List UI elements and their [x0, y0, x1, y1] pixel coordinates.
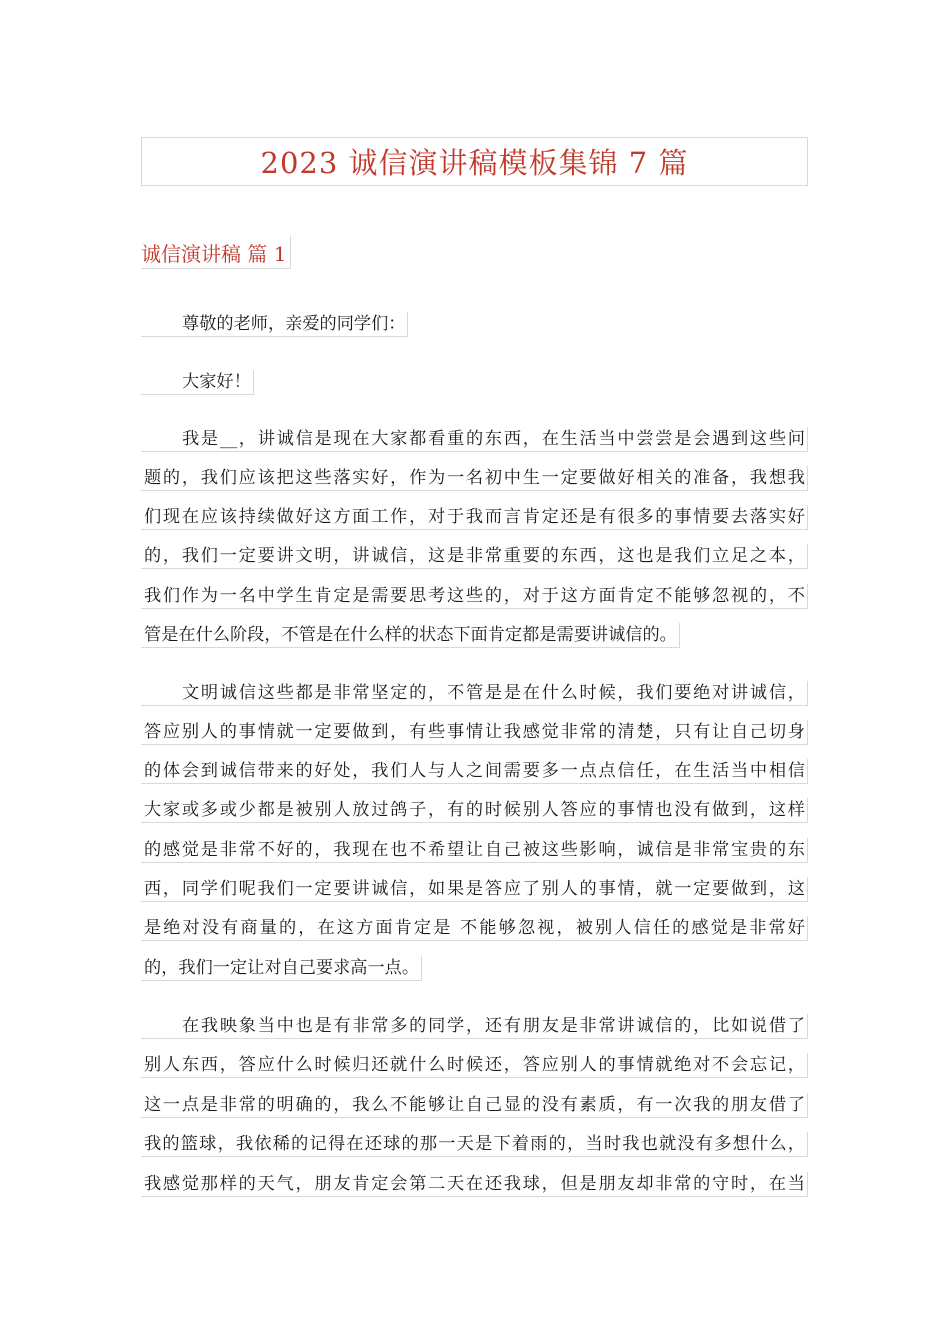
paragraph-1-line-5: 我们作为一名中学生肯定是需要思考这些的，对于这方面肯定不能够忽视的，不: [141, 584, 808, 609]
paragraph-2-line-7: 是绝对没有商量的，在这方面肯定是 不能够忽视，被别人信任的感觉是非常好: [141, 916, 808, 941]
paragraph-3-line-5: 我感觉那样的天气，朋友肯定会第二天在还我球，但是朋友却非常的守时，在当: [141, 1172, 808, 1197]
paragraph-2-line-4: 大家或多或少都是被别人放过鸽子，有的时候别人答应的事情也没有做到，这样: [141, 798, 808, 823]
greeting-line: 大家好！: [141, 370, 254, 395]
paragraph-3-line-4: 我的篮球，我依稀的记得在还球的那一天是下着雨的，当时我也就没有多想什么，: [141, 1132, 808, 1157]
paragraph-1-line-2: 题的，我们应该把这些落实好，作为一名初中生一定要做好相关的准备，我想我: [141, 466, 808, 491]
paragraph-2-line-8: 的，我们一定让对自己要求高一点。: [141, 956, 422, 981]
paragraph-1-line-1: 我是__，讲诚信是现在大家都看重的东西，在生活当中尝尝是会遇到这些问: [141, 427, 808, 452]
document-title: 2023 诚信演讲稿模板集锦 7 篇: [260, 146, 689, 180]
paragraph-3-line-1: 在我映象当中也是有非常多的同学，还有朋友是非常讲诚信的，比如说借了: [141, 1014, 808, 1039]
document-title-box: [141, 137, 808, 186]
section-heading: 诚信演讲稿 篇 1: [141, 236, 291, 269]
paragraph-3-line-2: 别人东西，答应什么时候归还就什么时候还，答应别人的事情就绝对不会忘记，: [141, 1053, 808, 1078]
paragraph-2-line-5: 的感觉是非常不好的，我现在也不希望让自己被这些影响，诚信是非常宝贵的东: [141, 838, 808, 863]
paragraph-2-line-1: 文明诚信这些都是非常坚定的，不管是是在什么时候，我们要绝对讲诚信，: [141, 681, 808, 706]
paragraph-1-line-4: 的，我们一定要讲文明，讲诚信，这是非常重要的东西，这也是我们立足之本，: [141, 544, 808, 569]
paragraph-2-line-2: 答应别人的事情就一定要做到，有些事情让我感觉非常的清楚，只有让自己切身: [141, 720, 808, 745]
paragraph-1-line-6: 管是在什么阶段，不管是在什么样的状态下面肯定都是需要讲诚信的。: [141, 623, 680, 648]
paragraph-3-line-3: 这一点是非常的明确的，我么不能够让自己显的没有素质，有一次我的朋友借了: [141, 1093, 808, 1118]
paragraph-1-line-3: 们现在应该持续做好这方面工作，对于我而言肯定还是有很多的事情要去落实好: [141, 505, 808, 530]
paragraph-2-line-6: 西，同学们呢我们一定要讲诚信，如果是答应了别人的事情，就一定要做到，这: [141, 877, 808, 902]
salutation-line: 尊敬的老师，亲爱的同学们：: [141, 312, 408, 337]
paragraph-2-line-3: 的体会到诚信带来的好处，我们人与人之间需要多一点点信任，在生活当中相信: [141, 759, 808, 784]
